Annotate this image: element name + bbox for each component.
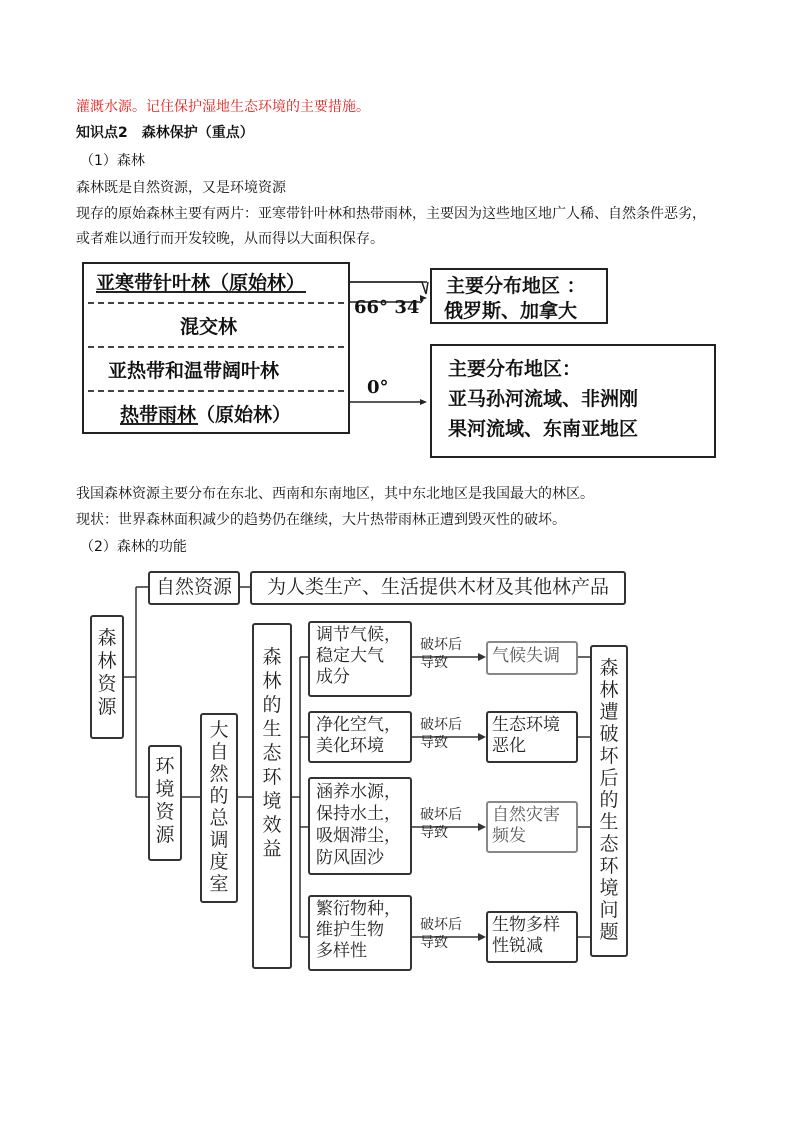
paragraph-resource: 森林既是自然资源，又是环境资源 [76, 180, 286, 196]
nature-control-label: 大 自 然 的 总 调 度 室 [209, 719, 229, 895]
subheading-functions: （2）森林的功能 [80, 539, 187, 555]
forest-boreal: 亚寒带针叶林（原始林） [96, 272, 306, 294]
function-species: 繁衍物种， 维护生物 多样性 [316, 899, 401, 961]
eco-benefit-label: 森 林 的 生 态 环 境 效 益 [262, 646, 282, 860]
forest-distribution-diagram [82, 262, 722, 462]
forest-broadleaf: 亚热带和温带阔叶林 [108, 360, 280, 382]
region2-line2: 果河流域、东南亚地区 [448, 418, 639, 440]
problem-label: 森 林 遭 破 坏 后 的 生 态 环 境 问 题 [599, 657, 619, 943]
cause-label: 破坏后 导致 [420, 717, 462, 751]
result-biodiversity: 生物多样 性锐减 [492, 915, 560, 956]
paragraph-status: 现状：世界森林面积减少的趋势仍在继续，大片热带雨林正遭到毁灭性的破坏。 [76, 512, 566, 528]
function-climate: 调节气候， 稳定大气 成分 [316, 625, 401, 687]
result-environment: 生态环境 恶化 [492, 715, 560, 756]
forest-resource-label: 森 林 资 源 [97, 627, 117, 718]
paragraph-china-forest: 我国森林资源主要分布在东北、西南和东南地区，其中东北地区是我国最大的林区。 [76, 486, 594, 502]
region1-body: 俄罗斯、加拿大 [444, 300, 578, 322]
region1-title: 主要分布地区 ： [446, 275, 586, 297]
intro-line: 灌溉水源。记住保护湿地生态环境的主要措施。 [76, 99, 370, 115]
function-air: 净化空气， 美化环境 [316, 715, 401, 756]
subheading-forest: （1）森林 [80, 153, 145, 169]
forest-rainforest: 热带雨林（原始林） [120, 404, 292, 426]
cause-label: 破坏后 导致 [420, 807, 462, 841]
function-water: 涵养水源， 保持水土， 吸烟滞尘， 防风固沙 [316, 782, 401, 868]
env-resource-label: 环 境 资 源 [155, 755, 175, 846]
region2-title: 主要分布地区： [448, 358, 582, 380]
region2-line1: 亚马孙河流域、非洲刚 [448, 388, 639, 410]
latitude-arctic: 66° 34′ [354, 297, 425, 318]
natural-resource-label: 自然资源 [155, 576, 232, 598]
latitude-equator: 0° [367, 377, 389, 398]
section-heading: 知识点2 森林保护（重点） [76, 125, 254, 141]
forest-function-diagram [80, 565, 640, 985]
paragraph-primeval-1: 现存的原始森林主要有两片：亚寒带针叶林和热带雨林，主要因为这些地区地广人稀、自然条件恶劣， [76, 206, 706, 222]
cause-label: 破坏后 导致 [420, 917, 462, 951]
natural-use-label: 为人类生产、生活提供木材及其他林产品 [266, 576, 609, 598]
cause-label: 破坏后 导致 [420, 637, 462, 671]
paragraph-primeval-2: 或者难以通行而开发较晚，从而得以大面积保存。 [76, 231, 384, 247]
forest-mixed: 混交林 [180, 316, 238, 338]
result-climate: 气候失调 [492, 646, 560, 666]
result-disaster: 自然灾害 频发 [492, 805, 560, 846]
